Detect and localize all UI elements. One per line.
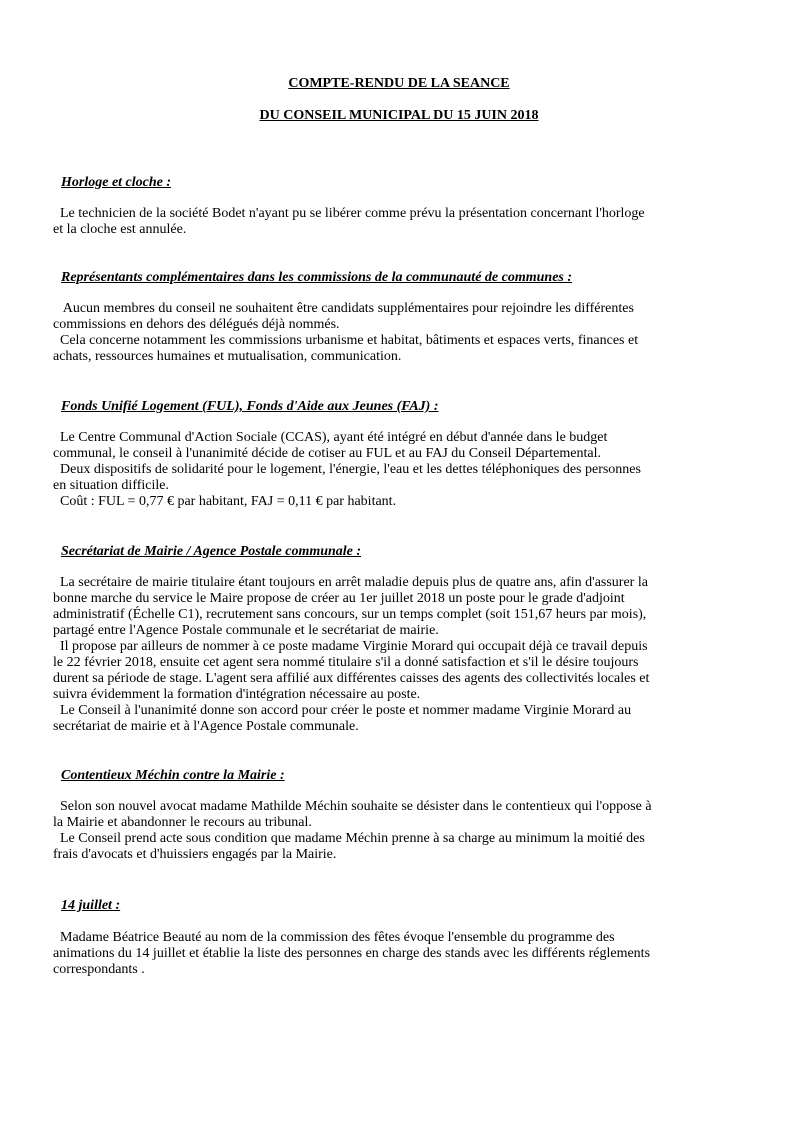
section-body-representants — [53, 301, 745, 365]
text-line: achats, ressources humaines et mutualisation, communication. — [53, 349, 402, 364]
section-body-ful-faj — [53, 430, 745, 510]
document-title-line-2: DU CONSEIL MUNICIPAL DU 15 JUIN 2018 — [259, 108, 539, 123]
text-line: Le technicien de la société Bodet n'ayant pu se libérer comme prévu la présentation concernant l'horloge — [53, 206, 645, 221]
text-line: Le Conseil prend acte sous condition que madame Méchin prenne à sa charge au minimum la moitié des — [53, 831, 645, 846]
text-line: La secrétaire de mairie titulaire étant toujours en arrêt maladie depuis plus de quatre ans, afin d'assurer la — [53, 575, 648, 590]
text-line: Le Centre Communal d'Action Sociale (CCAS), ayant été intégré en début d'année dans le budget — [53, 430, 608, 445]
text-line: Coût : FUL = 0,77 € par habitant, FAJ = 0,11 € par habitant. — [53, 494, 397, 509]
section-heading-representants: Représentants complémentaires dans les commissions de la communauté de communes : — [61, 270, 573, 285]
section-heading-horloge: Horloge et cloche : — [61, 175, 172, 190]
section-body-contentieux — [53, 799, 745, 863]
section-heading-14-juillet: 14 juillet : — [61, 898, 121, 913]
text-line: frais d'avocats et d'huissiers engagés par la Mairie. — [53, 847, 337, 862]
section-heading-contentieux: Contentieux Méchin contre la Mairie : — [61, 768, 285, 783]
text-line: durent sa période de stage. L'agent sera affilié aux différentes caisses des agents des collectivités locales et — [53, 671, 650, 686]
section-body-14-juillet — [53, 930, 745, 978]
text-line: en situation difficile. — [53, 478, 169, 493]
text-line: Il propose par ailleurs de nommer à ce poste madame Virginie Morard qui occupait déjà ce travail depuis — [53, 639, 648, 654]
section-heading-ful-faj: Fonds Unifié Logement (FUL), Fonds d'Aide aux Jeunes (FAJ) : — [61, 399, 439, 414]
text-line: Cela concerne notamment les commissions urbanisme et habitat, bâtiments et espaces verts, finances et — [53, 333, 639, 348]
text-line: communal, le conseil à l'unanimité décide de cotiser au FUL et au FAJ du Conseil Départemental. — [53, 446, 601, 461]
text-line: suivra évidemment la formation d'intégration nécessaire au poste. — [53, 687, 421, 702]
text-line: la Mairie et abandonner le recours au tribunal. — [53, 815, 312, 830]
text-line: Le Conseil à l'unanimité donne son accord pour créer le poste et nommer madame Virginie Morard au — [53, 703, 632, 718]
text-line: le 22 février 2018, ensuite cet agent sera nommé titulaire s'il a donné satisfaction et s'il le désire toujours — [53, 655, 639, 670]
text-line: et la cloche est annulée. — [53, 222, 187, 237]
text-line: Selon son nouvel avocat madame Mathilde Méchin souhaite se désister dans le contentieux qui l'oppose à — [53, 799, 652, 814]
text-line: correspondants . — [53, 962, 145, 977]
text-line: partagé entre l'Agence Postale communale et le secrétariat de mairie. — [53, 623, 439, 638]
text-line: Aucun membres du conseil ne souhaitent être candidats supplémentaires pour rejoindre les différentes — [53, 301, 634, 316]
text-line: Madame Béatrice Beauté au nom de la commission des fêtes évoque l'ensemble du programme des — [53, 930, 615, 945]
text-line: secrétariat de mairie et à l'Agence Postale communale. — [53, 719, 359, 734]
section-body-secretariat — [53, 575, 745, 735]
document-title-line-1: COMPTE-RENDU DE LA SEANCE — [288, 76, 510, 91]
section-heading-secretariat: Secrétariat de Mairie / Agence Postale communale : — [61, 544, 362, 559]
text-line: commissions en dehors des délégués déjà nommés. — [53, 317, 340, 332]
text-line: animations du 14 juillet et établie la liste des personnes en charge des stands avec les différents réglements — [53, 946, 651, 961]
text-line: administratif (Échelle C1), recrutement sans concours, sur un temps complet (soit 151,67 heurs par mois), — [53, 607, 647, 622]
text-line: Deux dispositifs de solidarité pour le logement, l'énergie, l'eau et les dettes téléphoniques des personnes — [53, 462, 641, 477]
text-line: bonne marche du service le Maire propose de créer au 1er juillet 2018 un poste pour le grade d'adjoint — [53, 591, 625, 606]
section-body-horloge — [53, 206, 745, 238]
